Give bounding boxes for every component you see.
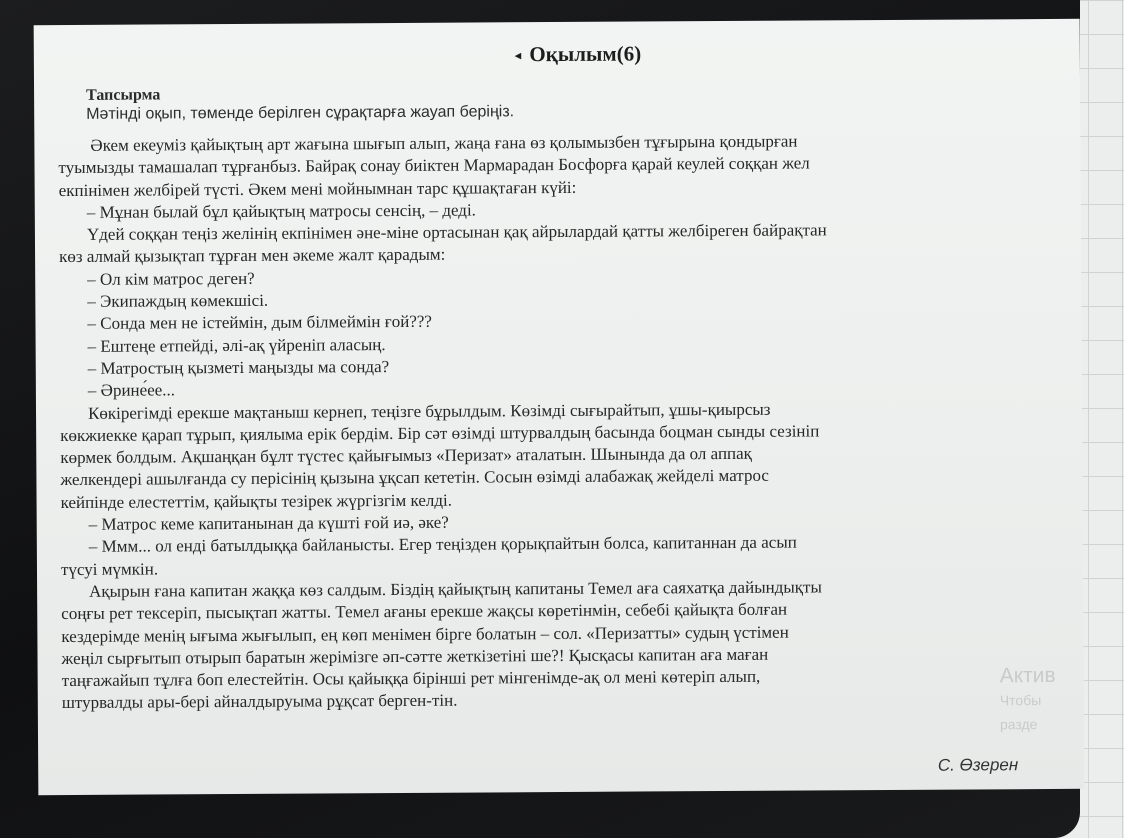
task-instruction: Мәтінді оқып, төменде берілген сұрақтарға жауап беріңіз. — [86, 103, 515, 123]
text-line: Көкірегімді ерекше мақтаныш кернеп, теңізге бұрылдым. Көзімді сығырайтып, ұшы-қиырсыз — [87, 399, 771, 423]
story-text — [58, 129, 1062, 715]
text-line: Ақырын ғана капитан жаққа көз салдым. Біздің қайықтың капитаны Темел аға саяхатқа дайындықты — [89, 577, 822, 601]
document-screen — [34, 19, 1085, 795]
document-title-text: Оқылым(6) — [529, 41, 642, 67]
text-line: – Ммм... ол енді батылдыққа байланысты. Егер теңізден қорықпайтын болса, капитаннан да асып — [88, 532, 797, 557]
text-line: жеңіл сырғытып отырып баратын жерімізге әп-сәтте жеткізетіні ше?! Қысқасы капитан аға маған — [61, 644, 769, 668]
text-line: – Ештеңе етпейді, әлі-ақ үйреніп аласың. — [87, 334, 386, 356]
text-line: – Сонда мен не істеймін, дым білмеймін ғой??? — [87, 312, 433, 334]
activation-line-3: разде — [999, 716, 1038, 733]
text-line: түсуі мүмкін. — [60, 559, 159, 579]
text-line: туымызды тамашалап тұрғанбыз. Байрақ сонау биіктен Мармарадан Босфорға қарай кеулей соққан жел — [58, 153, 810, 178]
text-line: кездерімде менің ығыма жығылып, ең көп менімен бірге болатын – сол. «Перизатты» судың үстімен — [61, 622, 789, 646]
text-line: – Ол кім матрос деген? — [87, 268, 255, 289]
text-line: Әкем екеуміз қайықтың арт жағына шығып алып, жаңа ғана өз қолымызбен тұғырына қондырған — [90, 131, 798, 155]
text-line: көкжиекке қарап тұрып, қиялыма ерік бердім. Бір сәт өзімді штурвалдың басында боцман сынды сезініп — [60, 421, 820, 445]
text-line: кейпінде елестеттім, қайықты тезірек жүргізгім келді. — [60, 490, 453, 512]
text-line: көрмек болдым. Ақшаңқан бұлт түстес қайығымыз «Перизат» аталатын. Шынында да ол аппақ — [60, 443, 752, 468]
text-line: соңғы рет тексеріп, пысықтап жатты. Темел ағаны ерекше жақсы көретінмін, себебі қайықта болған — [61, 599, 788, 624]
text-line: екпінімен желбірей түсті. Әкем мені мойнымнан тарс құшақтаған күйі: — [58, 177, 577, 200]
document-title — [34, 39, 1080, 70]
text-line: – Матрос кеме капитанынан да күшті ғой иә, әке? — [88, 512, 449, 534]
text-line: – Матростың қызметі маңызды ма сонда? — [87, 357, 390, 378]
text-line: желкендері ашылғанда су перісінің қызына ұқсап кететін. Сосын өзімді алабажақ жейделі матрос — [60, 466, 769, 490]
text-line: штурвалды ары-бері айналдыруыма рұқсат берген-тін. — [61, 691, 458, 713]
text-line: Үдей соққан теңіз желінің екпінімен әне-міне ортасынан қақ айрылардай қатты желбіреген байрақтан — [86, 220, 827, 245]
title-marker-icon: ◄ — [512, 50, 524, 63]
windows-activation-watermark — [1000, 664, 1056, 732]
activation-line-1: Актив — [999, 663, 1056, 688]
text-line: – Экипаждың көмекшісі. — [87, 290, 269, 311]
text-line: таңғажайып тұлға боп елестейтін. Осы қайыққа бірінші рет мінгенімде-ақ ол мені көтеріп алып, — [61, 666, 761, 691]
activation-line-2: Чтобы — [999, 692, 1042, 709]
author-signature: С. Өзерен — [937, 755, 1019, 775]
text-line: – Мұнан былай бұл қайықтың матросы сенсің, – деді. — [86, 200, 476, 222]
text-line: – Әрине́ее... — [87, 380, 176, 401]
text-line: көз алмай қызықтап тұрған мен әкеме жалт қарадым: — [59, 245, 446, 267]
task-label: Тапсырма — [86, 86, 161, 104]
